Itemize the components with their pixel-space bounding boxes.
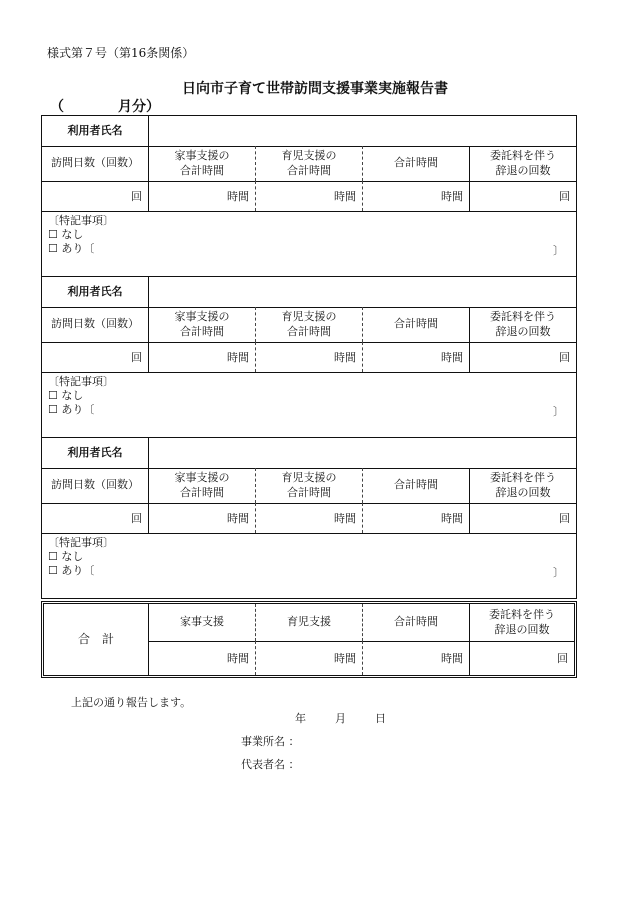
childcare-hours-input[interactable]: 時間	[255, 342, 362, 372]
housework-hours-input[interactable]: 時間	[148, 342, 255, 372]
decline-count-input[interactable]: 回	[469, 181, 576, 211]
notes-yes-checkbox[interactable]: ☐ あり〔	[48, 242, 95, 255]
decline-count-input[interactable]: 回	[469, 503, 576, 533]
decline-count-header: 委託料を伴う 辞退の回数	[469, 307, 576, 342]
value-row	[42, 181, 576, 212]
date-day-label: 日	[375, 712, 386, 725]
month-label: 月分）	[118, 99, 160, 115]
totals-childcare-header: 育児支援	[255, 604, 362, 641]
value-row	[42, 503, 576, 534]
totals-housework-header: 家事支援	[148, 604, 255, 641]
date-year-label: 年	[295, 712, 306, 725]
totals-hours-input[interactable]: 時間	[362, 641, 469, 675]
user-name-row	[42, 438, 576, 469]
special-notes	[48, 214, 114, 256]
totals-decline-input[interactable]: 回	[469, 641, 574, 675]
childcare-hours-input[interactable]: 時間	[255, 181, 362, 211]
notes-title: 〔特記事項〕	[48, 375, 114, 388]
user-record-1	[41, 115, 577, 277]
totals-header-row	[148, 604, 574, 642]
user-name-label: 利用者氏名	[67, 445, 123, 459]
month-open-paren: （	[50, 99, 64, 115]
notes-none-checkbox[interactable]: ☐ なし	[48, 550, 84, 563]
document-title: 日向市子育て世帯訪問支援事業実施報告書	[182, 81, 448, 97]
visit-days-label: 訪問日数（回数）	[51, 478, 139, 492]
notes-title: 〔特記事項〕	[48, 536, 114, 549]
totals-label: 合 計	[77, 632, 114, 647]
header-row	[42, 146, 576, 182]
total-hours-input[interactable]: 時間	[362, 503, 469, 533]
user-name-row	[42, 116, 576, 147]
user-name-row	[42, 277, 576, 308]
notes-none-checkbox[interactable]: ☐ なし	[48, 389, 84, 402]
notes-yes-checkbox[interactable]: ☐ あり〔	[48, 564, 95, 577]
notes-title: 〔特記事項〕	[48, 214, 114, 227]
visit-days-input[interactable]: 回	[131, 351, 142, 364]
report-statement: 上記の通り報告します。	[71, 696, 192, 709]
notes-close-bracket: 〕	[553, 566, 564, 579]
total-hours-header: 合計時間	[362, 146, 469, 181]
notes-yes-checkbox[interactable]: ☐ あり〔	[48, 403, 95, 416]
user-name-input[interactable]	[148, 116, 576, 146]
header-row	[42, 468, 576, 504]
visit-days-input[interactable]: 回	[131, 512, 142, 525]
decline-count-header: 委託料を伴う 辞退の回数	[469, 146, 576, 181]
user-name-label: 利用者氏名	[67, 284, 123, 298]
visit-days-label: 訪問日数（回数）	[51, 317, 139, 331]
form-number: 様式第７号（第16条関係）	[47, 46, 195, 60]
representative-name-label[interactable]: 代表者名 ：	[241, 758, 300, 771]
total-hours-header: 合計時間	[362, 468, 469, 503]
notes-close-bracket: 〕	[553, 244, 564, 257]
totals-hours-header: 合計時間	[362, 604, 469, 641]
decline-count-input[interactable]: 回	[469, 342, 576, 372]
visit-days-input[interactable]: 回	[131, 190, 142, 203]
housework-hours-header: 家事支援の 合計時間	[148, 468, 255, 503]
totals-value-row	[148, 641, 574, 675]
housework-hours-header: 家事支援の 合計時間	[148, 307, 255, 342]
special-notes	[48, 536, 114, 578]
value-row	[42, 342, 576, 373]
childcare-hours-input[interactable]: 時間	[255, 503, 362, 533]
user-record-2	[41, 276, 577, 438]
childcare-hours-header: 育児支援の 合計時間	[255, 468, 362, 503]
header-row	[42, 307, 576, 343]
housework-hours-header: 家事支援の 合計時間	[148, 146, 255, 181]
total-hours-input[interactable]: 時間	[362, 342, 469, 372]
office-name-label[interactable]: 事業所名 ：	[241, 735, 300, 748]
decline-count-header: 委託料を伴う 辞退の回数	[469, 468, 576, 503]
childcare-hours-header: 育児支援の 合計時間	[255, 146, 362, 181]
special-notes	[48, 375, 114, 417]
date-month-label: 月	[335, 712, 346, 725]
user-record-3	[41, 437, 577, 599]
notes-none-checkbox[interactable]: ☐ なし	[48, 228, 84, 241]
user-name-label: 利用者氏名	[67, 123, 123, 137]
totals-housework-input[interactable]: 時間	[148, 641, 255, 675]
user-name-input[interactable]	[148, 438, 576, 468]
totals-childcare-input[interactable]: 時間	[255, 641, 362, 675]
user-name-input[interactable]	[148, 277, 576, 307]
housework-hours-input[interactable]: 時間	[148, 503, 255, 533]
total-hours-header: 合計時間	[362, 307, 469, 342]
housework-hours-input[interactable]: 時間	[148, 181, 255, 211]
totals-decline-header: 委託料を伴う 辞退の回数	[469, 604, 574, 641]
notes-close-bracket: 〕	[553, 405, 564, 418]
visit-days-label: 訪問日数（回数）	[51, 156, 139, 170]
childcare-hours-header: 育児支援の 合計時間	[255, 307, 362, 342]
total-hours-input[interactable]: 時間	[362, 181, 469, 211]
totals-table	[41, 601, 577, 678]
month-field[interactable]	[50, 96, 160, 116]
